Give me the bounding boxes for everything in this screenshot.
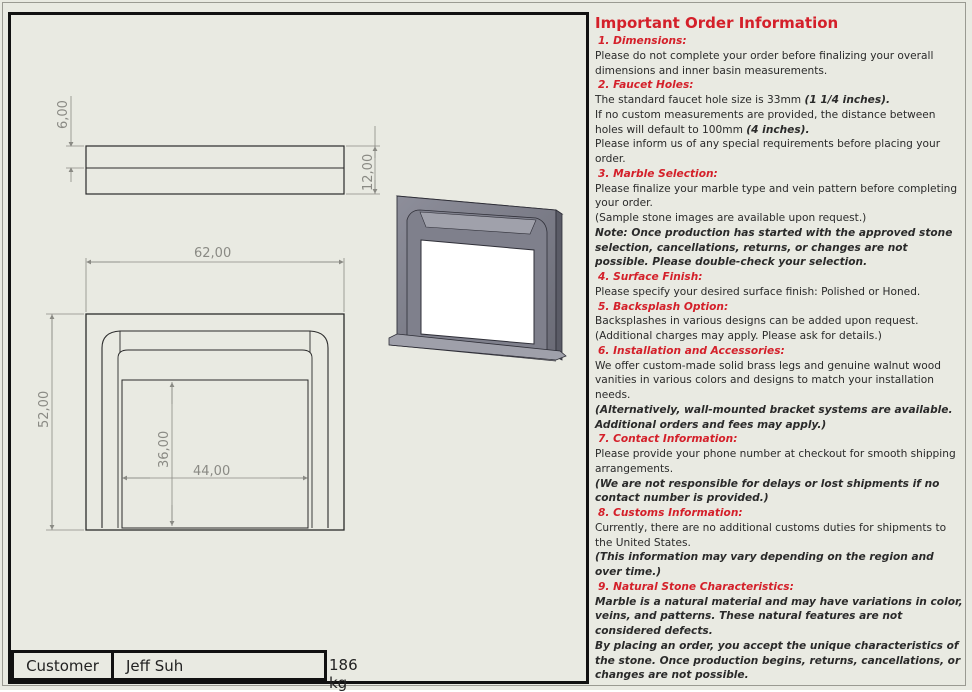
info-section <box>595 580 963 683</box>
section-heading: 1. Dimensions: <box>598 35 687 47</box>
paragraph-text: (This information may vary depending on the region and over time.) <box>595 551 934 578</box>
info-section <box>595 344 963 433</box>
section-paragraph <box>595 49 963 79</box>
section-paragraph <box>595 447 963 477</box>
section-paragraph <box>595 93 963 108</box>
section-heading: 2. Faucet Holes: <box>598 79 694 92</box>
dim-overall-width: 62,00 <box>194 246 232 261</box>
paragraph-text: Please provide your phone number at checkout for smooth shipping arrangements. <box>595 448 956 475</box>
dim-overall-height: 52,00 <box>37 390 52 428</box>
paragraph-text: Currently, there are no additional customs duties for shipments to the United States. <box>595 521 947 549</box>
info-section <box>595 300 963 344</box>
info-section <box>595 78 963 167</box>
section-paragraph <box>595 226 963 270</box>
section-paragraph <box>595 550 963 580</box>
section-paragraph <box>595 403 963 433</box>
paragraph-emphasis: (4 inches). <box>746 123 810 136</box>
info-section <box>595 506 963 580</box>
section-paragraph <box>595 211 963 226</box>
isometric-view <box>389 196 566 361</box>
customer-name: Jeff Suh <box>111 650 327 681</box>
paragraph-text: (We are not responsible for delays or lost shipments if no contact number is provided.) <box>595 477 940 505</box>
section-heading: 4. Surface Finish: <box>598 271 703 283</box>
paragraph-emphasis: (1 1/4 inches). <box>804 94 891 106</box>
paragraph-text: Please finalize your marble type and vein pattern before completing your order. <box>595 182 958 210</box>
paragraph-text: Please specify your desired surface finish: Polished or Honed. <box>595 285 921 298</box>
dim-top-thickness: 6,00 <box>56 100 71 129</box>
paragraph-text: Please inform us of any special requirements before placing your order. <box>595 138 941 165</box>
paragraph-text: If no custom measurements are provided, the distance between holes will default to 100mm <box>595 108 936 136</box>
section-heading: 3. Marble Selection: <box>598 167 718 180</box>
paragraph-text: By placing an order, you accept the unique characteristics of the stone. Once production begins, returns, cancellations, or changes are not possible. <box>595 639 961 682</box>
section-heading: 9. Natural Stone Characteristics: <box>598 580 794 593</box>
info-section <box>595 270 963 300</box>
section-paragraph <box>595 182 963 212</box>
top-view <box>56 96 380 194</box>
dim-inner-height: 36,00 <box>157 430 172 468</box>
paragraph-text: The standard faucet hole size is 33mm <box>595 94 805 106</box>
section-paragraph <box>595 285 963 300</box>
weight-value: 186 kg <box>329 656 358 692</box>
paragraph-text: (Alternatively, wall-mounted bracket systems are available. Additional orders and fees may apply.) <box>595 403 953 431</box>
paragraph-text: Note: Once production has started with the approved stone selection, cancellations, returns, or changes are not possible. Please double-check your selection. <box>595 226 953 269</box>
section-paragraph <box>595 314 963 329</box>
section-paragraph <box>595 521 963 551</box>
paragraph-text: Marble is a natural material and may have variations in color, veins, and patterns. These natural features are not considered defects. <box>595 595 963 637</box>
section-paragraph <box>595 595 963 639</box>
dim-top-depth: 12,00 <box>361 153 376 191</box>
paragraph-text: (Additional charges may apply. Please ask for details.) <box>595 330 882 342</box>
section-heading: 6. Installation and Accessories: <box>598 344 785 357</box>
section-paragraph <box>595 137 963 167</box>
section-paragraph <box>595 108 963 138</box>
paragraph-text: Please do not complete your order before finalizing your overall dimensions and inner basin measurements. <box>595 49 934 77</box>
section-heading: 7. Contact Information: <box>598 433 738 446</box>
info-section <box>595 167 963 270</box>
section-paragraph <box>595 639 963 683</box>
paragraph-text: (Sample stone images are available upon request.) <box>595 212 867 224</box>
info-title: Important Order Information <box>595 14 839 32</box>
dim-inner-width: 44,00 <box>193 464 231 479</box>
customer-label: Customer <box>11 650 114 681</box>
info-section <box>595 432 963 506</box>
info-sections <box>595 34 963 683</box>
front-view <box>37 246 344 530</box>
section-heading: 8. Customs Information: <box>598 507 743 519</box>
section-paragraph <box>595 329 963 344</box>
order-info-panel <box>595 12 963 683</box>
section-heading: 5. Backsplash Option: <box>598 300 729 313</box>
paragraph-text: We offer custom-made solid brass legs and genuine walnut wood vanities in various colors and designs to match your installation needs. <box>595 359 941 401</box>
info-section <box>595 34 963 78</box>
paragraph-text: Backsplashes in various designs can be added upon request. <box>595 315 919 328</box>
section-paragraph <box>595 359 963 403</box>
section-paragraph <box>595 477 963 507</box>
